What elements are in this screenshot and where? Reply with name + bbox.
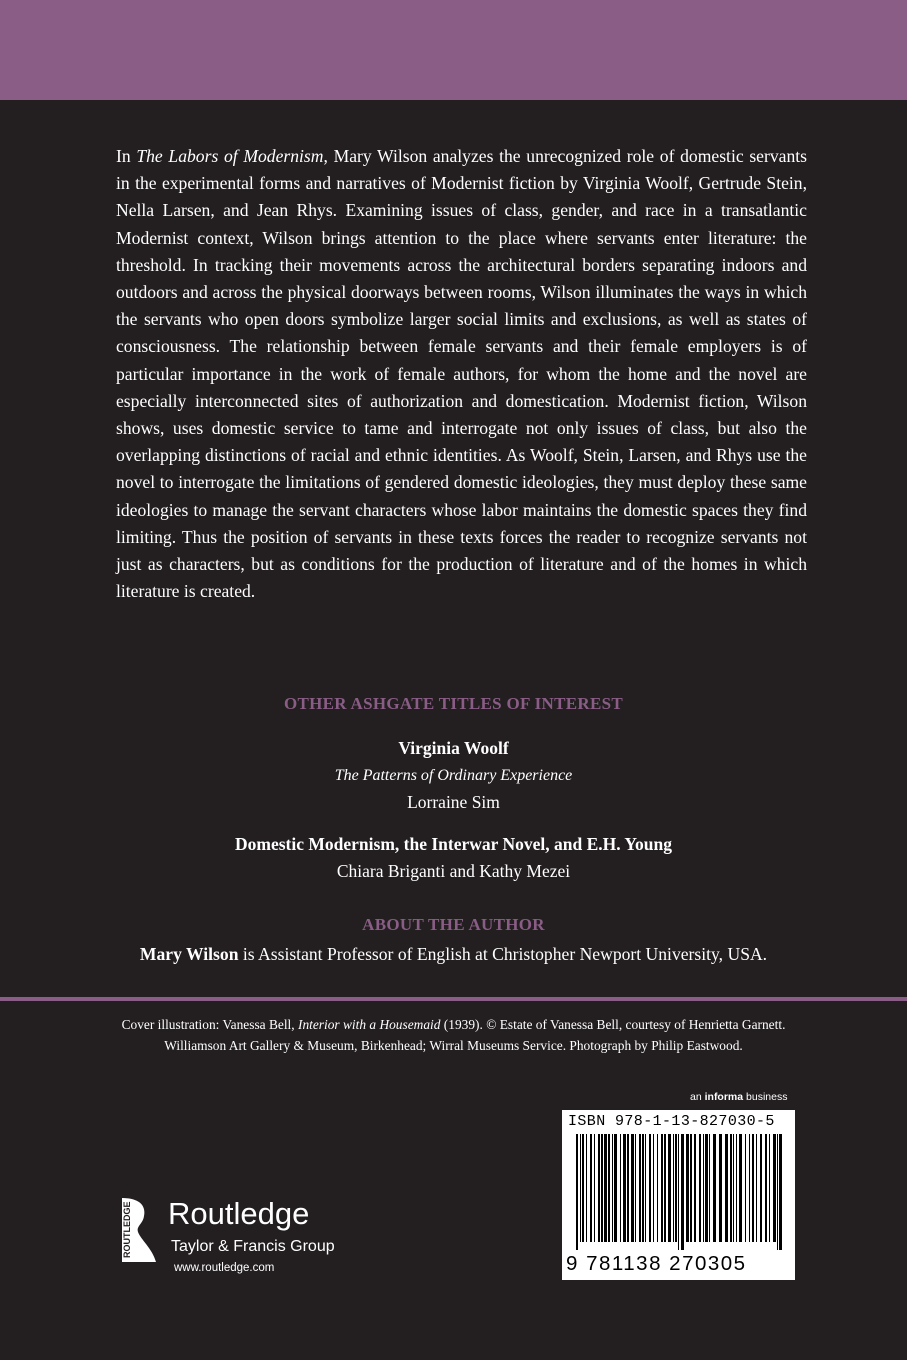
informa-brand: informa [704, 1091, 744, 1103]
barcode-bar [649, 1134, 651, 1242]
publisher-group: Taylor & Francis Group [171, 1238, 335, 1255]
barcode-bar [705, 1134, 708, 1242]
barcode-bar [769, 1134, 770, 1242]
barcode-bar [699, 1134, 701, 1242]
barcode-bar [639, 1134, 641, 1242]
barcode-icon [572, 1134, 788, 1250]
barcode-bar [661, 1134, 663, 1242]
top-color-band [0, 0, 907, 100]
informa-business-label [690, 1091, 787, 1103]
barcode-bar [631, 1134, 634, 1242]
barcode-bar [664, 1134, 666, 1242]
barcode-bar [694, 1134, 696, 1242]
barcode-bar [725, 1134, 728, 1242]
barcode-bar [690, 1134, 692, 1242]
barcode-bar [590, 1134, 592, 1242]
barcode-bar [730, 1134, 732, 1242]
barcode-bar [580, 1134, 581, 1242]
barcode-bar [586, 1134, 587, 1242]
barcode-bar [675, 1134, 677, 1242]
barcode-bar [733, 1134, 734, 1242]
barcode-bar [635, 1134, 636, 1242]
barcode-bar [773, 1134, 776, 1242]
blurb-body: , Mary Wilson analyzes the unrecognized role of domestic servants in the experimental forms and narratives of Modernist fiction by Virginia Woolf, Gertrude Stein, Nella Larsen, and Jean Rhys. Examining issues of class, gender, and race in a transatlantic Modernist context, Wilson brings attention to the place where servants enter literature: the threshold. In tracking their movements across the architectural borders separating indoors and outdoors and across the physical doorways between rooms, Wilson illuminates the ways in which the servants who open doors symbolize larger social limits and exclusions, as well as states of consciousness. The relationship between female servants and their female employers is of particular importance in the work of female authors, for whom the home and the novel are especially interconnected sites of authorization and domestication. Modernist fiction, Wilson shows, uses domestic service to tame and interrogate not only issues of class, but also the overlapping distinctions of racial and ethnic identities. As Woolf, Stein, Larsen, and Rhys use the novel to interrogate the limitations of gendered domestic ideologies, they must deploy these same ideologies to manage the servant characters whose labor maintains the domestic spaces they find limiting. Thus the position of servants in these texts forces the reader to recognize servants not just as characters, but as conditions for the production of literature and of the homes in which literature is created. [116, 146, 807, 602]
barcode-bar [612, 1134, 613, 1242]
back-cover-blurb [116, 143, 807, 605]
credits-suffix: (1939). © Estate of Vanessa Bell, courtesy of Henrietta Garnett. [440, 1017, 786, 1032]
barcode-bar [608, 1134, 610, 1242]
barcode-bar [673, 1134, 674, 1242]
informa-prefix: an [690, 1091, 705, 1103]
barcode-bar [709, 1134, 710, 1242]
related-title-2-name: Domestic Modernism, the Interwar Novel, and E.H. Young [235, 834, 672, 854]
publisher-url: www.routledge.com [174, 1262, 275, 1274]
about-author-heading: ABOUT THE AUTHOR [362, 915, 545, 934]
other-titles-heading: OTHER ASHGATE TITLES OF INTEREST [283, 694, 623, 713]
barcode-bar [620, 1134, 621, 1242]
blurb-book-title: The Labors of Modernism [136, 146, 324, 166]
barcode-bar [653, 1134, 654, 1242]
barcode-bar [752, 1134, 754, 1242]
barcode-bar [756, 1134, 757, 1242]
barcode-bar [642, 1134, 644, 1242]
barcode-bar [598, 1134, 600, 1242]
barcode-bar [582, 1134, 584, 1242]
barcode-bar [627, 1134, 629, 1242]
related-title-1-author: Lorraine Sim [407, 792, 500, 812]
barcode-bar [623, 1134, 626, 1242]
related-title-1 [0, 735, 907, 816]
related-title-2 [0, 831, 907, 885]
barcode-bar [736, 1134, 737, 1242]
isbn-label: ISBN 978-1-13-827030-5 [568, 1113, 775, 1130]
blurb-prefix: In [116, 146, 137, 166]
barcode-bar [719, 1134, 722, 1242]
barcode-bar [745, 1134, 746, 1242]
credits-line-1 [0, 1014, 907, 1035]
barcode-bar [779, 1134, 782, 1250]
publisher-name: Routledge [168, 1196, 310, 1231]
related-title-1-subtitle: The Patterns of Ordinary Experience [334, 767, 573, 784]
barcode-bar [604, 1134, 607, 1242]
barcode-bar [739, 1134, 742, 1242]
informa-suffix: business [743, 1091, 788, 1103]
divider-line [0, 997, 907, 1001]
barcode-bar [668, 1134, 671, 1242]
barcode-bar [681, 1134, 684, 1250]
credits-line-2: Williamson Art Gallery & Museum, Birkenhead; Wirral Museums Service. Photograph by Philip Eastwood. [164, 1038, 743, 1053]
author-bio [0, 941, 907, 968]
author-bio-text: is Assistant Professor of English at Christopher Newport University, USA. [238, 944, 768, 964]
barcode-bar [760, 1134, 762, 1242]
author-name: Mary Wilson [139, 944, 239, 964]
related-title-1-name: Virginia Woolf [398, 738, 509, 758]
barcode-bar [749, 1134, 750, 1242]
related-title-2-author: Chiara Briganti and Kathy Mezei [336, 861, 571, 881]
barcode-bar [601, 1134, 603, 1242]
barcode-number: 9 781138 270305 [566, 1252, 747, 1275]
barcode-bar [576, 1134, 578, 1250]
barcode-bar [678, 1134, 679, 1250]
barcode-bar [614, 1134, 617, 1242]
barcode-bar [645, 1134, 646, 1242]
barcode-bar [703, 1134, 704, 1242]
credits-artwork-title: Interior with a Housemaid [297, 1017, 441, 1032]
cover-credits [0, 1014, 907, 1056]
credits-prefix: Cover illustration: Vanessa Bell, [121, 1017, 298, 1032]
barcode-bar [765, 1134, 767, 1242]
barcode-bar [777, 1134, 778, 1250]
barcode-bar [713, 1134, 716, 1242]
routledge-logo-text: ROUTLEDGE [122, 1201, 132, 1258]
barcode-bar [594, 1134, 595, 1242]
barcode-bar [686, 1134, 689, 1242]
barcode-bar [657, 1134, 658, 1242]
routledge-logo-icon [114, 1196, 160, 1264]
